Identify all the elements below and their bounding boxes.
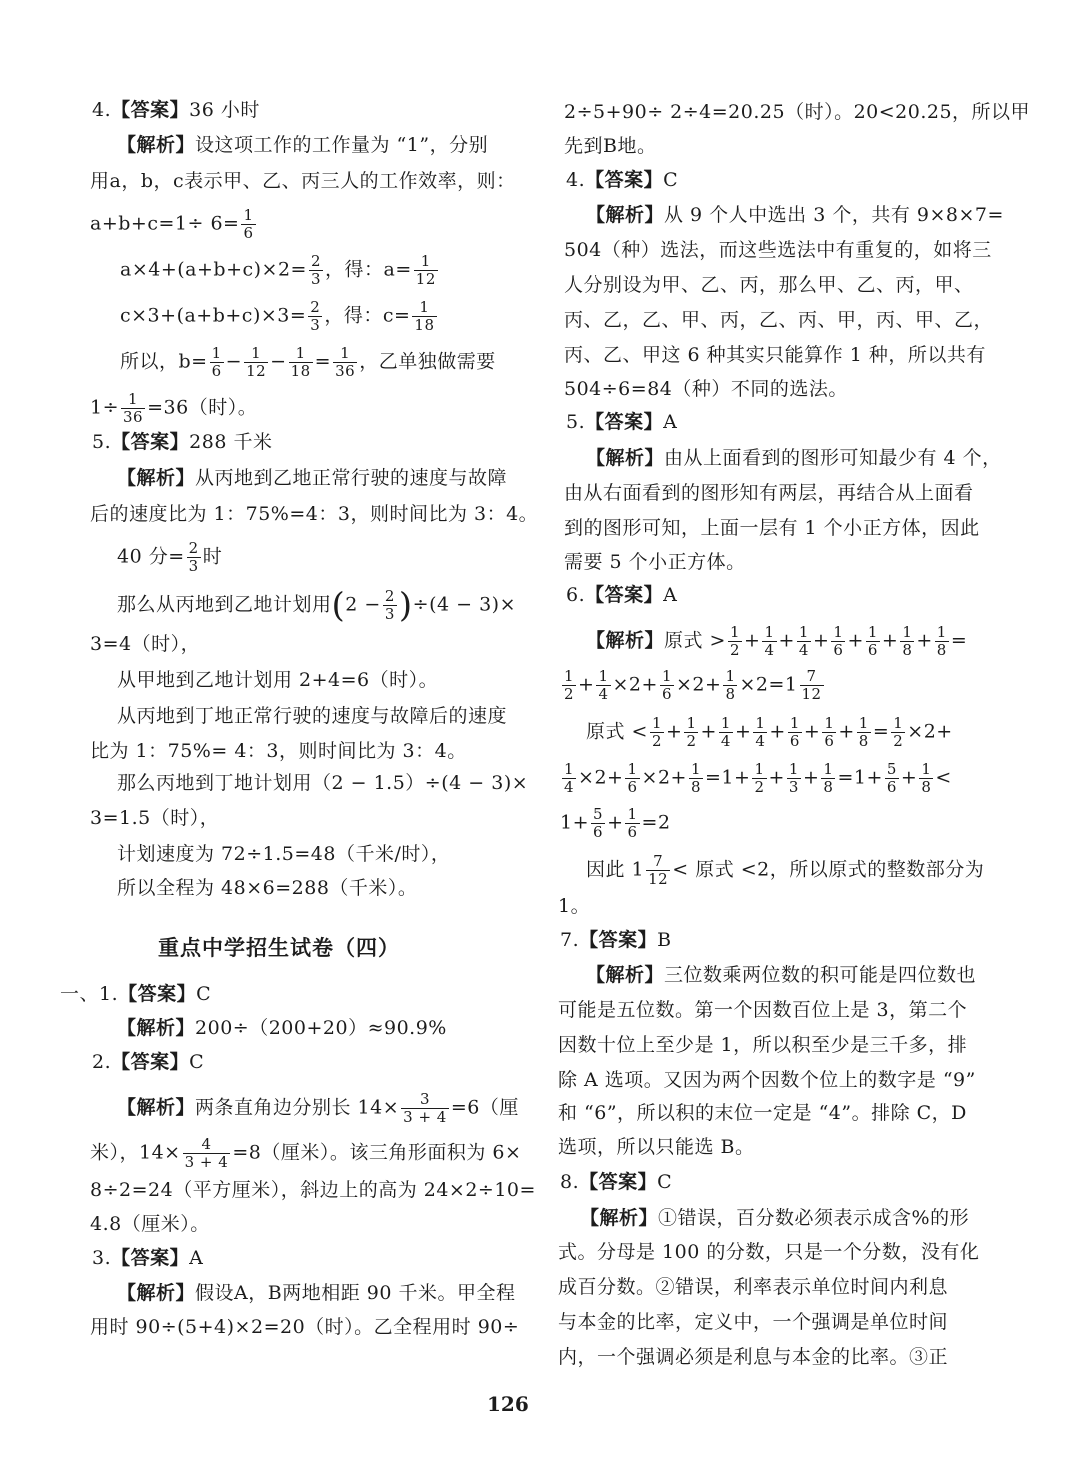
fraction: $\frac{1}{8}$: [936, 623, 947, 659]
answer-6: 6.【答案】A: [566, 584, 678, 606]
analysis-line: 与本金的比率，定义中，一个强调是单位时间: [558, 1311, 949, 1333]
analysis-line: 比为 1：75%= 4：3，则时间比为 3：4。: [90, 740, 467, 762]
analysis-line: 【解析】从 9 个人中选出 3 个，共有 9×8×7=: [586, 204, 1004, 226]
answer-5: 5.【答案】288 千米: [92, 431, 273, 453]
equation-line: $\frac{1}{4}$ ×2+ $\frac{1}{6}$ ×2+ $\frac{1}{8}$ =1+ $\frac{1}{2}$ + $\frac{1}{3}$ + $\frac{1}{8}$ =1+ $\frac{5}{6}$ + $\frac{1}{8}$ <: [564, 760, 952, 796]
fraction: $\frac{1}{6}$: [243, 206, 254, 242]
analysis-line: 4.8（厘米）。: [90, 1213, 210, 1235]
fraction: $\frac{5}{6}$: [886, 760, 897, 796]
analysis-line: 从甲地到乙地计划用 2+4=6（时）。: [117, 669, 439, 691]
fraction: $\frac{1}{2}$: [686, 714, 697, 750]
analysis-line: 【解析】设这项工作的工作量为 “1”，分别: [117, 134, 489, 156]
analysis-line: 丙、乙，乙、甲、丙，乙、丙、甲，丙、甲、乙，: [564, 309, 994, 331]
analysis-line: 可能是五位数。第一个因数百位上是 3，第二个: [558, 999, 968, 1021]
analysis-line: 【解析】假设A，B两地相距 90 千米。甲全程: [117, 1282, 516, 1304]
fraction: $\frac{1}{6}$: [661, 667, 672, 703]
fraction: $\frac{5}{6}$: [593, 805, 604, 841]
fraction: $\frac{1}{36}$: [123, 390, 144, 426]
analysis-line: 后的速度比为 1：75%=4：3，则时间比为 3：4。: [90, 503, 539, 525]
analysis-line: 成百分数。②错误，利率表示单位时间内利息: [558, 1276, 949, 1298]
analysis-line: 【解析】三位数乘两位数的积可能是四位数也: [586, 964, 977, 986]
analysis-line: 先到B地。: [564, 135, 657, 157]
answer-2: 2.【答案】C: [92, 1051, 205, 1073]
equation-line: 米），14× $\frac{4}{3 + 4}$ =8（厘米）。该三角形面积为 6×: [90, 1135, 522, 1171]
analysis-line: 需要 5 个小正方体。: [564, 551, 746, 573]
fraction: $\frac{1}{2}$: [564, 667, 575, 703]
answer-4: 4.【答案】36 小时: [92, 99, 260, 121]
fraction: $\frac{3}{3 + 4}$: [403, 1090, 447, 1126]
fraction: $\frac{1}{18}$: [414, 298, 435, 334]
fraction: $\frac{1}{36}$: [335, 344, 356, 380]
analysis-line: 由从右面看到的图形知有两层，再结合从上面看: [564, 482, 974, 504]
analysis-line: 选项，所以只能选 B。: [558, 1136, 755, 1158]
fraction: $\frac{1}{6}$: [211, 344, 222, 380]
equation-line: a×4+(a+b+c)×2= $\frac{2}{3}$ ，得：a= $\frac{1}{12}$: [120, 252, 436, 288]
analysis-line: 504（种）选法，而这些选法中有重复的，如将三: [564, 239, 992, 261]
fraction: $\frac{1}{8}$: [921, 760, 932, 796]
analysis-line: 【解析】200÷（200+20）≈90.9%: [117, 1017, 447, 1039]
fraction: $\frac{1}{4}$: [755, 714, 766, 750]
fraction: $\frac{1}{12}$: [415, 252, 436, 288]
fraction: $\frac{2}{3}$: [310, 252, 322, 288]
fraction: $\frac{1}{8}$: [690, 760, 702, 796]
analysis-line: 8÷2=24（平方厘米），斜边上的高为 24×2÷10=: [90, 1179, 536, 1201]
analysis-line: 式。分母是 100 的分数，只是一个分数，没有化: [558, 1241, 980, 1263]
analysis-line: 因数十位上至少是 1，所以积至少是三千多，排: [558, 1034, 968, 1056]
analysis-line: 那么丙地到丁地计划用（2 − 1.5）÷(4 − 3)×: [117, 772, 529, 794]
fraction: $\frac{1}{4}$: [764, 623, 775, 659]
analysis-line: 1。: [558, 895, 591, 917]
fraction: $\frac{4}{3 + 4}$: [184, 1135, 229, 1171]
analysis-line: 所以全程为 48×6=288（千米）。: [117, 877, 418, 899]
fraction: $\frac{1}{6}$: [627, 760, 638, 796]
answer-3: 3.【答案】A: [92, 1247, 204, 1269]
fraction: $\frac{1}{4}$: [798, 623, 809, 659]
analysis-line: 和 “6”，所以积的末位一定是 “4”。排除 C，D: [558, 1102, 967, 1124]
analysis-line: 内，一个强调必须是利息与本金的比率。③正: [558, 1346, 949, 1368]
fraction: $\frac{1}{4}$: [598, 667, 609, 703]
analysis-line: 从丙地到丁地正常行驶的速度与故障后的速度: [117, 705, 508, 727]
fraction: $\frac{1}{2}$: [754, 760, 765, 796]
fraction: $\frac{2}{3}$: [188, 539, 199, 575]
fraction: $\frac{1}{2}$: [893, 714, 904, 750]
fraction: $\frac{1}{8}$: [725, 667, 736, 703]
fraction: $\frac{1}{6}$: [789, 714, 800, 750]
answer-8: 8.【答案】C: [560, 1171, 673, 1193]
equation-line: 1+ $\frac{5}{6}$ + $\frac{1}{6}$ =2: [560, 805, 671, 841]
analysis-line: 除 A 选项。又因为两个因数个位上的数字是 “9”: [558, 1069, 976, 1091]
answer-4: 4.【答案】C: [566, 169, 679, 191]
fraction: $\frac{1}{3}$: [788, 760, 799, 796]
analysis-line: 504÷6=84（种）不同的选法。: [564, 378, 848, 400]
analysis-line: 计划速度为 72÷1.5=48（千米/时），: [117, 843, 451, 865]
fraction: $\frac{1}{18}$: [290, 344, 311, 380]
fraction: $\frac{1}{4}$: [720, 714, 731, 750]
fraction: $\frac{1}{8}$: [902, 623, 913, 659]
equation-line: 所以，b= $\frac{1}{6}$ − $\frac{1}{12}$ − $\frac{1}{18}$ = $\frac{1}{36}$ ，乙单独做需要: [120, 344, 496, 380]
analysis-line: 3=1.5（时），: [90, 807, 220, 829]
fraction: $\frac{1}{6}$: [627, 805, 638, 841]
equation-line: 【解析】两条直角边分别长 14× $\frac{3}{3 + 4}$ =6（厘: [117, 1090, 519, 1126]
fraction: $\frac{1}{2}$: [651, 714, 663, 750]
fraction: $\frac{1}{6}$: [824, 714, 835, 750]
equation-line: 1÷ $\frac{1}{36}$ =36（时）。: [90, 390, 258, 426]
fraction: $\frac{1}{2}$: [729, 623, 741, 659]
analysis-line: 丙、乙、甲这 6 种其实只能算作 1 种，所以共有: [564, 344, 986, 366]
section-title: 重点中学招生试卷（四）: [158, 936, 400, 960]
equation-line: 40 分= $\frac{2}{3}$ 时: [117, 539, 223, 575]
analysis-line: 【解析】①错误，百分数必须表示成含%的形: [580, 1207, 970, 1229]
equation-line: c×3+(a+b+c)×3= $\frac{2}{3}$ ，得：c= $\frac{1}{18}$: [120, 298, 435, 334]
fraction: $\frac{2}{3}$: [384, 587, 395, 623]
analysis-line: 【解析】从丙地到乙地正常行驶的速度与故障: [117, 467, 508, 489]
equation-line: 【解析】原式 > $\frac{1}{2}$ + $\frac{1}{4}$ + $\frac{1}{4}$ + $\frac{1}{6}$ + $\frac{1}{6}$ + $\frac{1}{8}$ + $\frac{1}{8}$ =: [586, 623, 968, 659]
equation-line: 那么从丙地到乙地计划用(2 − $\frac{2}{3}$ )÷(4 − 3)×: [117, 585, 516, 626]
fraction: $\frac{2}{3}$: [310, 298, 321, 334]
analysis-line: 3=4（时），: [90, 633, 201, 655]
fraction: $\frac{7}{12}$: [801, 667, 822, 703]
answer-7: 7.【答案】B: [560, 929, 672, 951]
fraction: $\frac{1}{12}$: [246, 344, 267, 380]
fraction: $\frac{1}{8}$: [823, 760, 834, 796]
answer-1: 一、1.【答案】C: [60, 983, 212, 1005]
fraction: $\frac{1}{8}$: [858, 714, 869, 750]
analysis-line: 用时 90÷(5+4)×2=20（时）。乙全程用时 90÷: [90, 1316, 520, 1338]
fraction: $\frac{1}{6}$: [867, 623, 878, 659]
analysis-line: 到的图形可知，上面一层有 1 个小正方体，因此: [564, 517, 980, 539]
equation-line: $\frac{1}{2}$ + $\frac{1}{4}$ ×2+ $\frac{1}{6}$ ×2+ $\frac{1}{8}$ ×2=1 $\frac{7}{12}$: [564, 667, 822, 703]
fraction: $\frac{7}{12}$: [648, 852, 669, 888]
page-number: 126: [487, 1392, 529, 1416]
analysis-line: 【解析】由从上面看到的图形可知最少有 4 个，: [586, 447, 1002, 469]
fraction: $\frac{1}{6}$: [833, 623, 844, 659]
analysis-line: 2÷5+90÷ 2÷4=20.25（时）。20<20.25，所以甲: [564, 101, 1031, 123]
equation-line: 原式 < $\frac{1}{2}$ + $\frac{1}{2}$ + $\frac{1}{4}$ + $\frac{1}{4}$ + $\frac{1}{6}$ + $\frac{1}{6}$ + $\frac{1}{8}$ = $\frac{1}{2}$ ×2+: [586, 714, 953, 750]
analysis-line: 人分别设为甲、乙、丙，那么甲、乙、丙，甲、: [564, 274, 974, 296]
fraction: $\frac{1}{4}$: [564, 760, 575, 796]
answer-5: 5.【答案】A: [566, 411, 678, 433]
analysis-line: 用a，b，c表示甲、乙、丙三人的工作效率，则：: [90, 170, 516, 192]
equation-line: a+b+c=1÷ 6= $\frac{1}{6}$: [90, 206, 254, 242]
equation-line: 因此 1 $\frac{7}{12}$ < 原式 <2，所以原式的整数部分为: [586, 852, 985, 888]
